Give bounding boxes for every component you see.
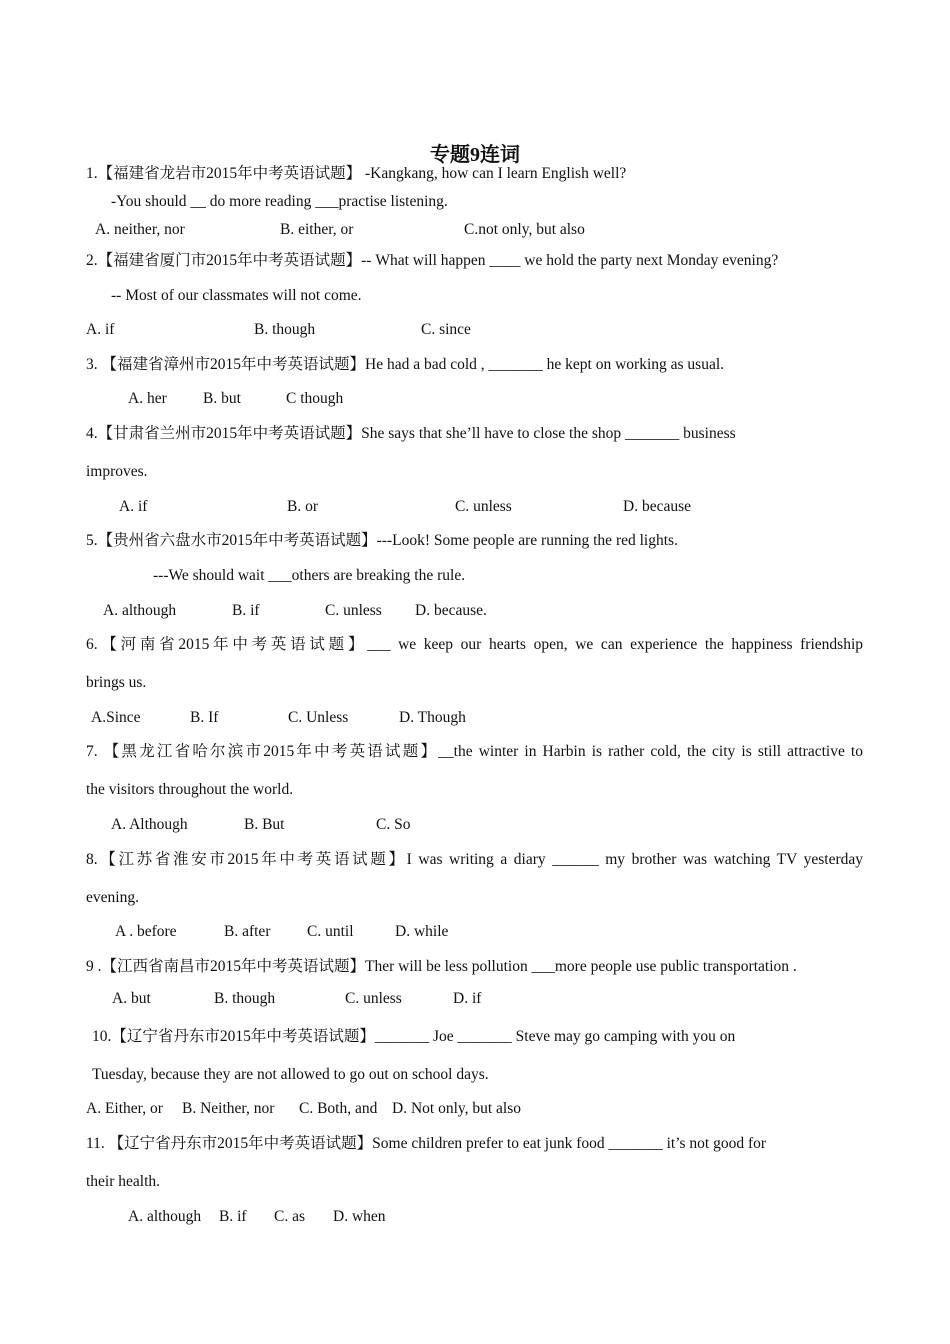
question-10-line2: Tuesday, because they are not allowed to go out on school days. bbox=[92, 1066, 489, 1083]
question-10-stem: 10.【辽宁省丹东市2015年中考英语试题】_______ Joe _______ Steve may go camping with you on bbox=[92, 1028, 736, 1045]
option-b: B. or bbox=[287, 498, 318, 515]
option-a: A. Although bbox=[111, 816, 188, 833]
option-c: C. So bbox=[376, 816, 411, 833]
question-4-line2: improves. bbox=[86, 463, 148, 480]
question-10-options bbox=[86, 1099, 521, 1119]
question-5-line2: ---We should wait ___others are breaking the rule. bbox=[153, 567, 466, 584]
question-5-options bbox=[103, 601, 487, 621]
question-4-stem: 4.【甘肃省兰州市2015年中考英语试题】She says that she’ll have to close the shop _______ business bbox=[86, 425, 736, 442]
option-a: A . before bbox=[115, 923, 177, 940]
option-c: C. as bbox=[274, 1208, 305, 1225]
option-a: A. although bbox=[103, 602, 177, 619]
option-b: B. either, or bbox=[280, 221, 354, 238]
question-8-stem: 8.【江苏省淮安市2015年中考英语试题】I was writing a diary ______ my brother was watching TV yesterday bbox=[86, 851, 863, 868]
option-b: B. though bbox=[214, 990, 276, 1007]
question-2-stem: 2.【福建省厦门市2015年中考英语试题】-- What will happen ____ we hold the party next Monday evening? bbox=[86, 252, 779, 269]
option-c: C. until bbox=[307, 923, 354, 940]
option-b: B. But bbox=[244, 816, 285, 833]
question-1-options bbox=[95, 220, 585, 240]
option-a: A.Since bbox=[91, 709, 141, 726]
option-c: C.not only, but also bbox=[464, 221, 585, 238]
option-c: C. unless bbox=[345, 990, 402, 1007]
option-a: A. if bbox=[119, 498, 148, 515]
question-11-stem: 11. 【辽宁省丹东市2015年中考英语试题】Some children prefer to eat junk food _______ it’s not good for bbox=[86, 1135, 767, 1152]
option-d: D. because bbox=[623, 498, 691, 515]
option-c: C though bbox=[286, 390, 344, 407]
option-d: D. Though bbox=[399, 709, 466, 726]
question-11-options bbox=[128, 1207, 386, 1227]
question-1-stem: 1.【福建省龙岩市2015年中考英语试题】 -Kangkang, how can I learn English well? bbox=[86, 165, 627, 182]
question-6-options bbox=[91, 708, 466, 728]
question-4-options bbox=[119, 497, 691, 517]
option-c: C. Both, and bbox=[299, 1100, 378, 1117]
option-c: C. Unless bbox=[288, 709, 349, 726]
question-3-stem: 3. 【福建省漳州市2015年中考英语试题】He had a bad cold , _______ he kept on working as usual. bbox=[86, 356, 725, 373]
question-1-line2: -You should __ do more reading ___practise listening. bbox=[111, 193, 448, 210]
option-c: C. unless bbox=[325, 602, 382, 619]
page-title: 专题9连词 bbox=[430, 144, 520, 166]
question-11-line2: their health. bbox=[86, 1173, 161, 1190]
question-8-options bbox=[115, 922, 448, 942]
option-d: D. if bbox=[453, 990, 482, 1007]
question-6-line2: brings us. bbox=[86, 674, 147, 691]
option-b: B. If bbox=[190, 709, 219, 726]
question-8-line2: evening. bbox=[86, 889, 139, 906]
option-b: B. Neither, nor bbox=[182, 1100, 275, 1117]
question-2-line2: -- Most of our classmates will not come. bbox=[111, 287, 362, 304]
question-3-options bbox=[128, 389, 343, 409]
option-a: A. Either, or bbox=[86, 1100, 163, 1117]
option-a: A. although bbox=[128, 1208, 202, 1225]
question-7-stem: 7. 【黑龙江省哈尔滨市2015年中考英语试题】__the winter in Harbin is rather cold, the city is still attractive to bbox=[86, 743, 863, 760]
question-9-stem: 9 .【江西省南昌市2015年中考英语试题】Ther will be less pollution ___more people use public transportation . bbox=[86, 958, 797, 975]
question-7-line2: the visitors throughout the world. bbox=[86, 781, 294, 798]
option-a: A. if bbox=[86, 321, 115, 338]
option-a: A. her bbox=[128, 390, 167, 407]
question-5-stem: 5.【贵州省六盘水市2015年中考英语试题】---Look! Some people are running the red lights. bbox=[86, 532, 678, 549]
option-c: C. since bbox=[421, 321, 471, 338]
option-d: D. because. bbox=[415, 602, 487, 619]
option-a: A. neither, nor bbox=[95, 221, 185, 238]
option-b: B. if bbox=[219, 1208, 247, 1225]
option-b: B. but bbox=[203, 390, 241, 407]
option-b: B. if bbox=[232, 602, 260, 619]
question-7-options bbox=[111, 815, 410, 835]
option-d: D. when bbox=[333, 1208, 386, 1225]
option-a: A. but bbox=[112, 990, 151, 1007]
question-9-options bbox=[112, 989, 481, 1009]
option-c: C. unless bbox=[455, 498, 512, 515]
option-b: B. though bbox=[254, 321, 316, 338]
question-2-options bbox=[86, 320, 471, 340]
option-d: D. Not only, but also bbox=[392, 1100, 522, 1117]
option-d: D. while bbox=[395, 923, 449, 940]
question-6-stem: 6.【河南省2015年中考英语试题】___ we keep our hearts open, we can experience the happiness friendship bbox=[86, 636, 863, 653]
option-b: B. after bbox=[224, 923, 271, 940]
